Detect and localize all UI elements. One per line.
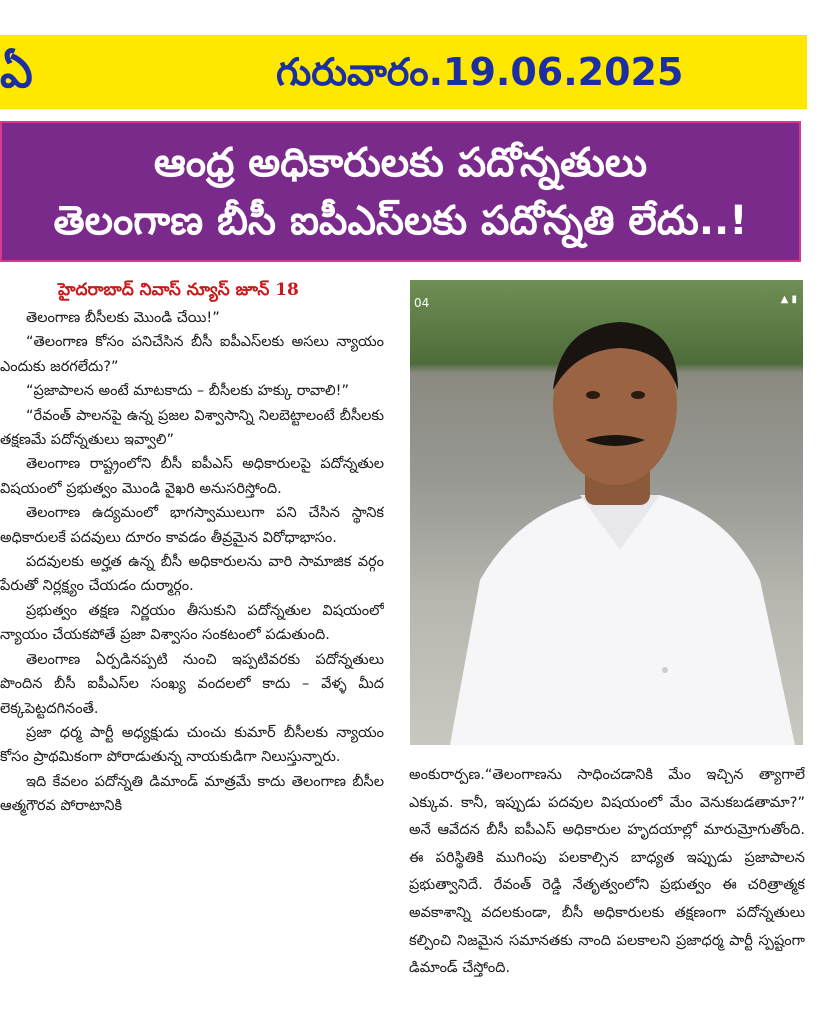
photo-status-time: 04 — [414, 296, 430, 310]
article-paragraph: “తెలంగాణ కోసం పనిచేసిన బీసీ ఐపీఎస్‌లకు అసలు న్యాయం ఎందుకు జరగలేదు?” — [0, 334, 384, 375]
article-left-column — [0, 306, 384, 1015]
article-paragraph: “రేవంత్ పాలనపై ఉన్న ప్రజల విశ్వాసాన్ని నిలబెట్టాలంటే బీసీలకు తక్షణమే పదోన్నతులు ఇవ్వాలి” — [0, 407, 384, 449]
article-dateline: హైదరాబాద్ నివాస్ న్యూస్ జూన్ 18 — [58, 280, 299, 300]
article-paragraph: ప్రభుత్వం తక్షణ నిర్ణయం తీసుకుని పదోన్నతుల విషయంలో న్యాయం చేయకపోతే ప్రజా విశ్వాసం సంకటంలో పడుతుంది. — [0, 602, 384, 644]
article-paragraph: తెలంగాణ ఉద్యమంలో భాగస్వాములుగా పని చేసిన స్థానిక అధికారులకే పదవులు దూరం కావడం తీవ్రమైన విరోధాభాసం. — [0, 505, 384, 546]
article-paragraph: ప్రజా ధర్మ పార్టీ అధ్యక్షుడు చుంచు కుమార్ బీసీలకు న్యాయం కోసం ప్రాథమికంగా పోరాడుతున్న నాయకుడిగా నిలుస్తున్నారు. — [0, 724, 384, 766]
article-photo — [410, 280, 803, 745]
article-paragraph: తెలంగాణ బీసీలకు మొండి చేయి!” — [26, 310, 220, 326]
article-right-column — [409, 762, 805, 1015]
headline-line-1: ఆంధ్ర అధికారులకు పదోన్నతులు — [153, 140, 648, 186]
headline-banner — [0, 121, 801, 262]
newspaper-logo: ఏ — [0, 44, 33, 98]
headline-line-2: తెలంగాణ బీసీ ఐపీఎస్‌లకు పదోన్నతి లేదు..! — [53, 198, 748, 244]
article-paragraph: “ప్రజాపాలన అంటే మాటకాదు – బీసీలకు హక్కు రావాలి!” — [26, 383, 349, 400]
article-paragraph: ఇది కేవలం పదోన్నతి డిమాండ్ మాత్రమే కాదు తెలంగాణ బీసీల ఆత్మగౌరవ పోరాటానికి — [0, 773, 384, 815]
article-paragraph: తెలంగాణ ఏర్పడినప్పటి నుంచి ఇప్పటివరకు పదోన్నతులు పొందిన బీసీ ఐపీఎస్‌ల సంఖ్య వందలలో కాదు – వేళ్ళ మీద లెక్కపెట్టదగినంతే. — [0, 651, 384, 717]
person-portrait-icon — [410, 280, 803, 745]
article-paragraph: తెలంగాణ రాష్ట్రంలోని బీసీ ఐపీఎస్ అధికారులపై పదోన్నతుల విషయంలో ప్రభుత్వం మొండి వైఖరి అనుసరిస్తోంది. — [0, 456, 384, 497]
article-paragraph: పదవులకు అర్హత ఉన్న బీసీ అధికారులను వారి సామాజిక వర్గం పేరుతో నిర్లక్ష్యం చేయడం దుర్మార్గం. — [0, 554, 384, 595]
issue-date: గురువారం.19.06.2025 — [276, 50, 684, 94]
article-paragraph: అంకురార్పణ.“తెలంగాణను సాధించడానికి మేం ఇచ్చిన త్యాగాలే ఎక్కువ. కానీ, ఇప్పుడు పదవుల విషయంలో మేం వెనుకబడతామా?” అనే ఆవేదన బీసీ ఐపీఎస్ అధికారుల హృదయాల్లో మారుమ్రోగుతోంది. ఈ పరిస్థితికి ముగింపు పలకాల్సిన బాధ్యత ఇప్పుడు ప్రజాపాలన ప్రభుత్వానిదే. రేవంత్ రెడ్డి నేతృత్వంలోని ప్రభుత్వం ఈ చరిత్రాత్మక అవకాశాన్ని వదలకుండా, బీసీ అధికారులకు తక్షణంగా పదోన్నతులు కల్పించి నిజమైన సమానతకు నాంది పలకాలని ప్రజాధర్మ పార్టీ స్పష్టంగా డిమాండ్ చేస్తోంది. — [409, 767, 805, 977]
signal-battery-icon: ▲ ▮ — [780, 294, 797, 305]
